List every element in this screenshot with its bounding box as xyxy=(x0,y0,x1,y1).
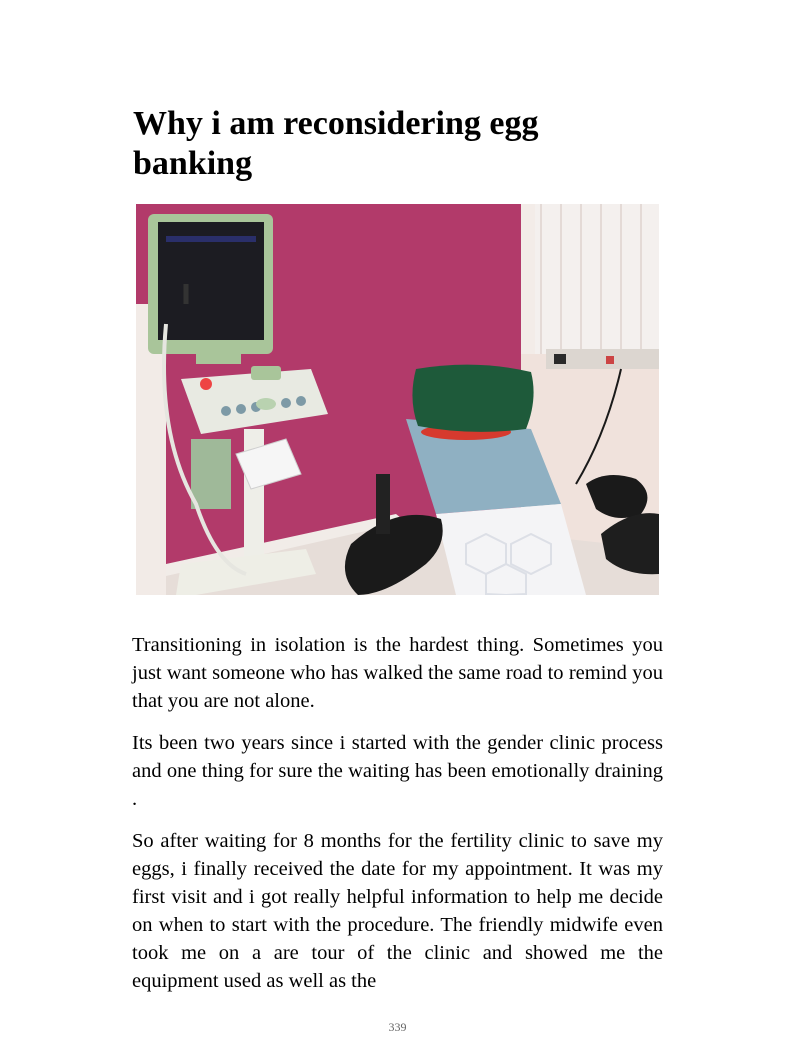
clinic-room-photo xyxy=(136,204,659,595)
paragraph-2: Its been two years since i started with the gender clinic process and one thing for sure the waiting has been emotionally draining . xyxy=(132,732,663,810)
page-number: 339 xyxy=(388,1020,407,1034)
article-title: Why i am reconsidering egg banking xyxy=(133,105,539,182)
clinic-room-illustration xyxy=(136,204,659,595)
article-body xyxy=(132,631,663,1009)
paragraph-1: Transitioning in isolation is the hardest thing. Sometimes you just want someone who has walked the same road to remind you that you are not alone. xyxy=(132,634,663,712)
paragraph-3: So after waiting for 8 months for the fertility clinic to save my eggs, i finally received the date for my appointment. It was my first visit and i got really helpful information to help me decide on when to start with the procedure. The friendly midwife even took me on a are tour of the clinic and showed me the equipment used as well as the xyxy=(132,830,663,992)
